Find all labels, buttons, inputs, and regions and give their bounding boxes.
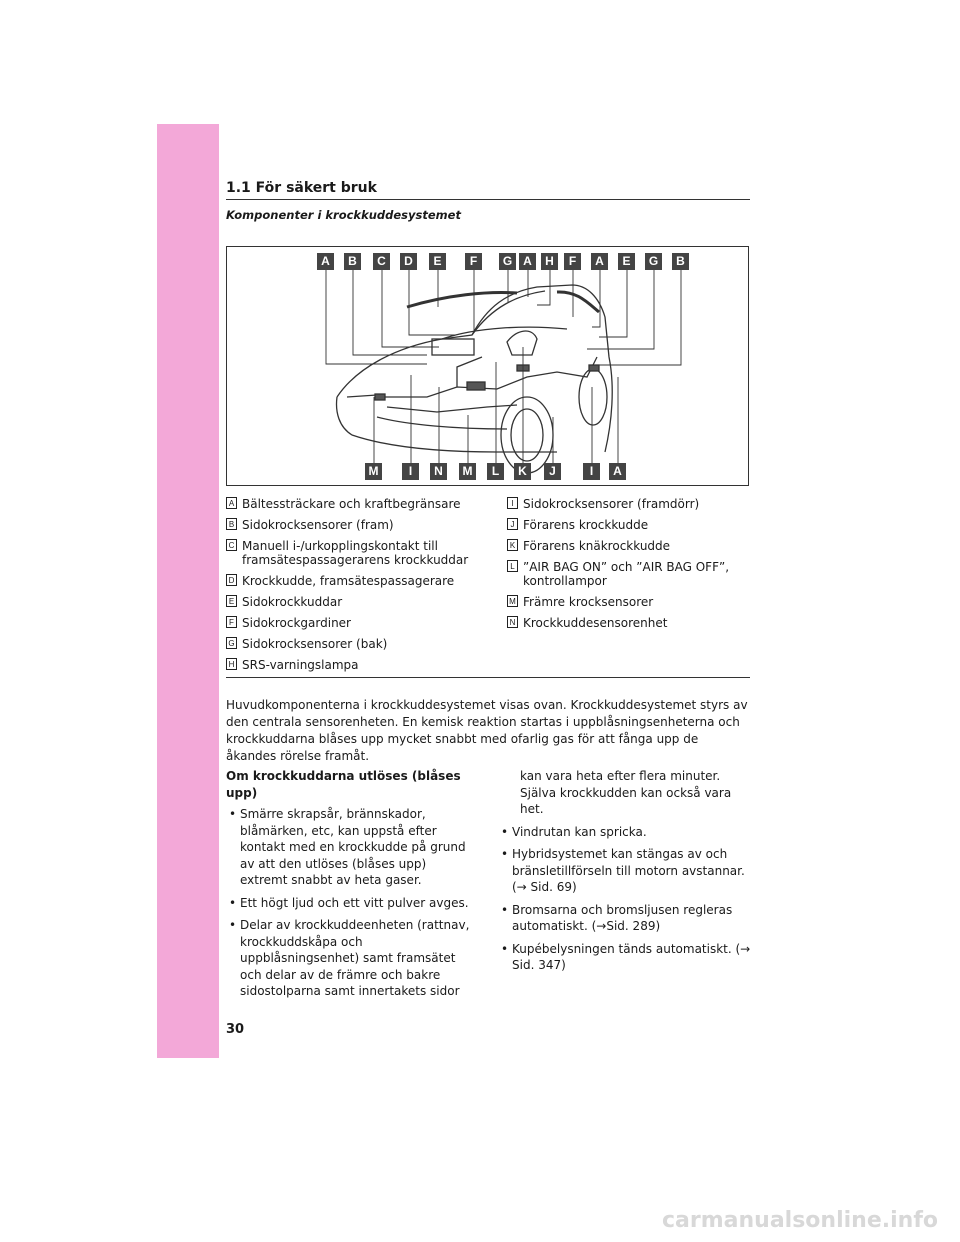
legend-item	[226, 637, 387, 651]
diagram-label: K	[514, 463, 531, 480]
legend-text: Främre krocksensorer	[523, 595, 654, 609]
bullet-item: • Smärre skrapsår, brännskador, blåmärken, etc, kan uppstå efter kontakt med en krockkudde på grund av att den utlöses (blåses upp) extremt snabbt av heta gaser.	[226, 806, 476, 889]
bullet-item: • Hybridsystemet kan stängas av och bränsletillförseln till motorn avstannar. (→ Sid. 69)	[498, 846, 752, 896]
diagram-label: F	[465, 253, 482, 270]
bullet-item: • Bromsarna och bromsljusen regleras automatiskt. (→Sid. 289)	[498, 902, 752, 935]
legend-key: A	[226, 497, 237, 509]
deploy-left-column	[226, 768, 476, 1006]
diagram-label: C	[373, 253, 390, 270]
diagram-label: A	[591, 253, 608, 270]
legend-key: K	[507, 539, 518, 551]
diagram-label: L	[487, 463, 504, 480]
diagram-label: G	[645, 253, 662, 270]
legend-key: G	[226, 637, 237, 649]
legend-text: Sidokrockgardiner	[242, 616, 351, 630]
diagram-label: D	[400, 253, 417, 270]
diagram-label: A	[317, 253, 334, 270]
legend-item	[226, 616, 351, 630]
legend-text-line: framsätespassagerarens krockkuddar	[242, 553, 469, 567]
legend-key: B	[226, 518, 237, 530]
legend-key: N	[507, 616, 518, 628]
legend-item	[507, 497, 699, 511]
side-color-band	[157, 124, 219, 1058]
diagram-label: I	[402, 463, 419, 480]
diagram-label: E	[618, 253, 635, 270]
legend-key: L	[507, 560, 518, 572]
legend-rule	[226, 677, 750, 678]
bullet-item: • Kupébelysningen tänds automatiskt. (→ Sid. 347)	[498, 941, 752, 974]
legend-text: Sidokrocksensorer (bak)	[242, 637, 388, 651]
legend-key: E	[226, 595, 237, 607]
diagram-label: I	[583, 463, 600, 480]
diagram-label: B	[672, 253, 689, 270]
legend-text: Sidokrocksensorer (framdörr)	[523, 497, 700, 511]
legend-key: I	[507, 497, 518, 509]
legend-item	[226, 574, 454, 588]
legend-item	[507, 560, 729, 588]
legend-text-line: Manuell i-/urkopplingskontakt till	[242, 539, 438, 553]
legend-key: C	[226, 539, 237, 551]
subheading: Komponenter i krockkuddesystemet	[226, 208, 461, 222]
legend-text: Förarens knäkrockkudde	[523, 539, 671, 553]
diagram-label: G	[499, 253, 516, 270]
legend-text: SRS-varningslampa	[242, 658, 359, 672]
section-title: 1.1 För säkert bruk	[226, 180, 377, 196]
legend-item	[226, 539, 468, 567]
legend-item	[507, 616, 667, 630]
header-rule	[226, 199, 750, 200]
diagram-label: A	[519, 253, 536, 270]
deploy-heading: Om krockkuddarna utlöses (blåses upp)	[226, 769, 461, 800]
bullet-item: • Vindrutan kan spricka.	[498, 824, 752, 841]
legend-text-line: ”AIR BAG ON” och ”AIR BAG OFF”,	[523, 560, 730, 574]
deploy-right-column	[498, 768, 752, 980]
legend-key: J	[507, 518, 518, 530]
legend-item	[507, 595, 653, 609]
diagram-label: E	[429, 253, 446, 270]
legend-item	[507, 518, 648, 532]
legend-text: Krockkudde, framsätespassagerare	[242, 574, 455, 588]
legend-item	[226, 658, 359, 672]
legend-text: Krockkuddesensorenhet	[523, 616, 668, 630]
diagram-label: H	[541, 253, 558, 270]
legend-item	[226, 497, 461, 511]
watermark: carmanualsonline.info	[662, 1208, 938, 1233]
legend-key: H	[226, 658, 237, 670]
legend-text: Förarens krockkudde	[523, 518, 649, 532]
legend-item	[507, 539, 670, 553]
diagram-label: M	[459, 463, 476, 480]
legend-text	[523, 560, 729, 588]
legend-key: D	[226, 574, 237, 586]
diagram-label: J	[544, 463, 561, 480]
diagram-label: A	[609, 463, 626, 480]
legend-text: Sidokrockkuddar	[242, 595, 343, 609]
page-number: 30	[226, 1022, 245, 1037]
legend-item	[226, 518, 394, 532]
legend-text: Bältessträckare och kraftbegränsare	[242, 497, 461, 511]
intro-paragraph: Huvudkomponenterna i krockkuddesystemet visas ovan. Krockkuddesystemet styrs av den centrala sensorenheten. En kemisk reaktion startas i uppblåsningsenheterna och krockkuddarna blåses upp mycket snabbt med ofarlig gas för att fånga upp de åkandes rörelse framåt.	[226, 698, 748, 763]
airbag-diagram	[226, 246, 749, 486]
legend-key: F	[226, 616, 237, 628]
diagram-label: M	[365, 463, 382, 480]
legend-key: M	[507, 595, 518, 607]
legend-text: Sidokrocksensorer (fram)	[242, 518, 394, 532]
diagram-label: N	[430, 463, 447, 480]
bullet-continuation: kan vara heta efter flera minuter. Själva krockkudden kan också vara het.	[520, 769, 732, 816]
legend-text	[242, 539, 468, 567]
legend-text-line: kontrollampor	[523, 574, 607, 588]
diagram-label: F	[564, 253, 581, 270]
bullet-item: • Delar av krockkuddeenheten (rattnav, krockkuddskåpa och uppblåsningsenhet) samt framsätet och delar av de främre och bakre sidostolparna samt innertakets sidor	[226, 917, 476, 1000]
legend-item	[226, 595, 342, 609]
car-illustration	[227, 247, 748, 485]
bullet-item: • Ett högt ljud och ett vitt pulver avges.	[226, 895, 476, 912]
diagram-label: B	[344, 253, 361, 270]
